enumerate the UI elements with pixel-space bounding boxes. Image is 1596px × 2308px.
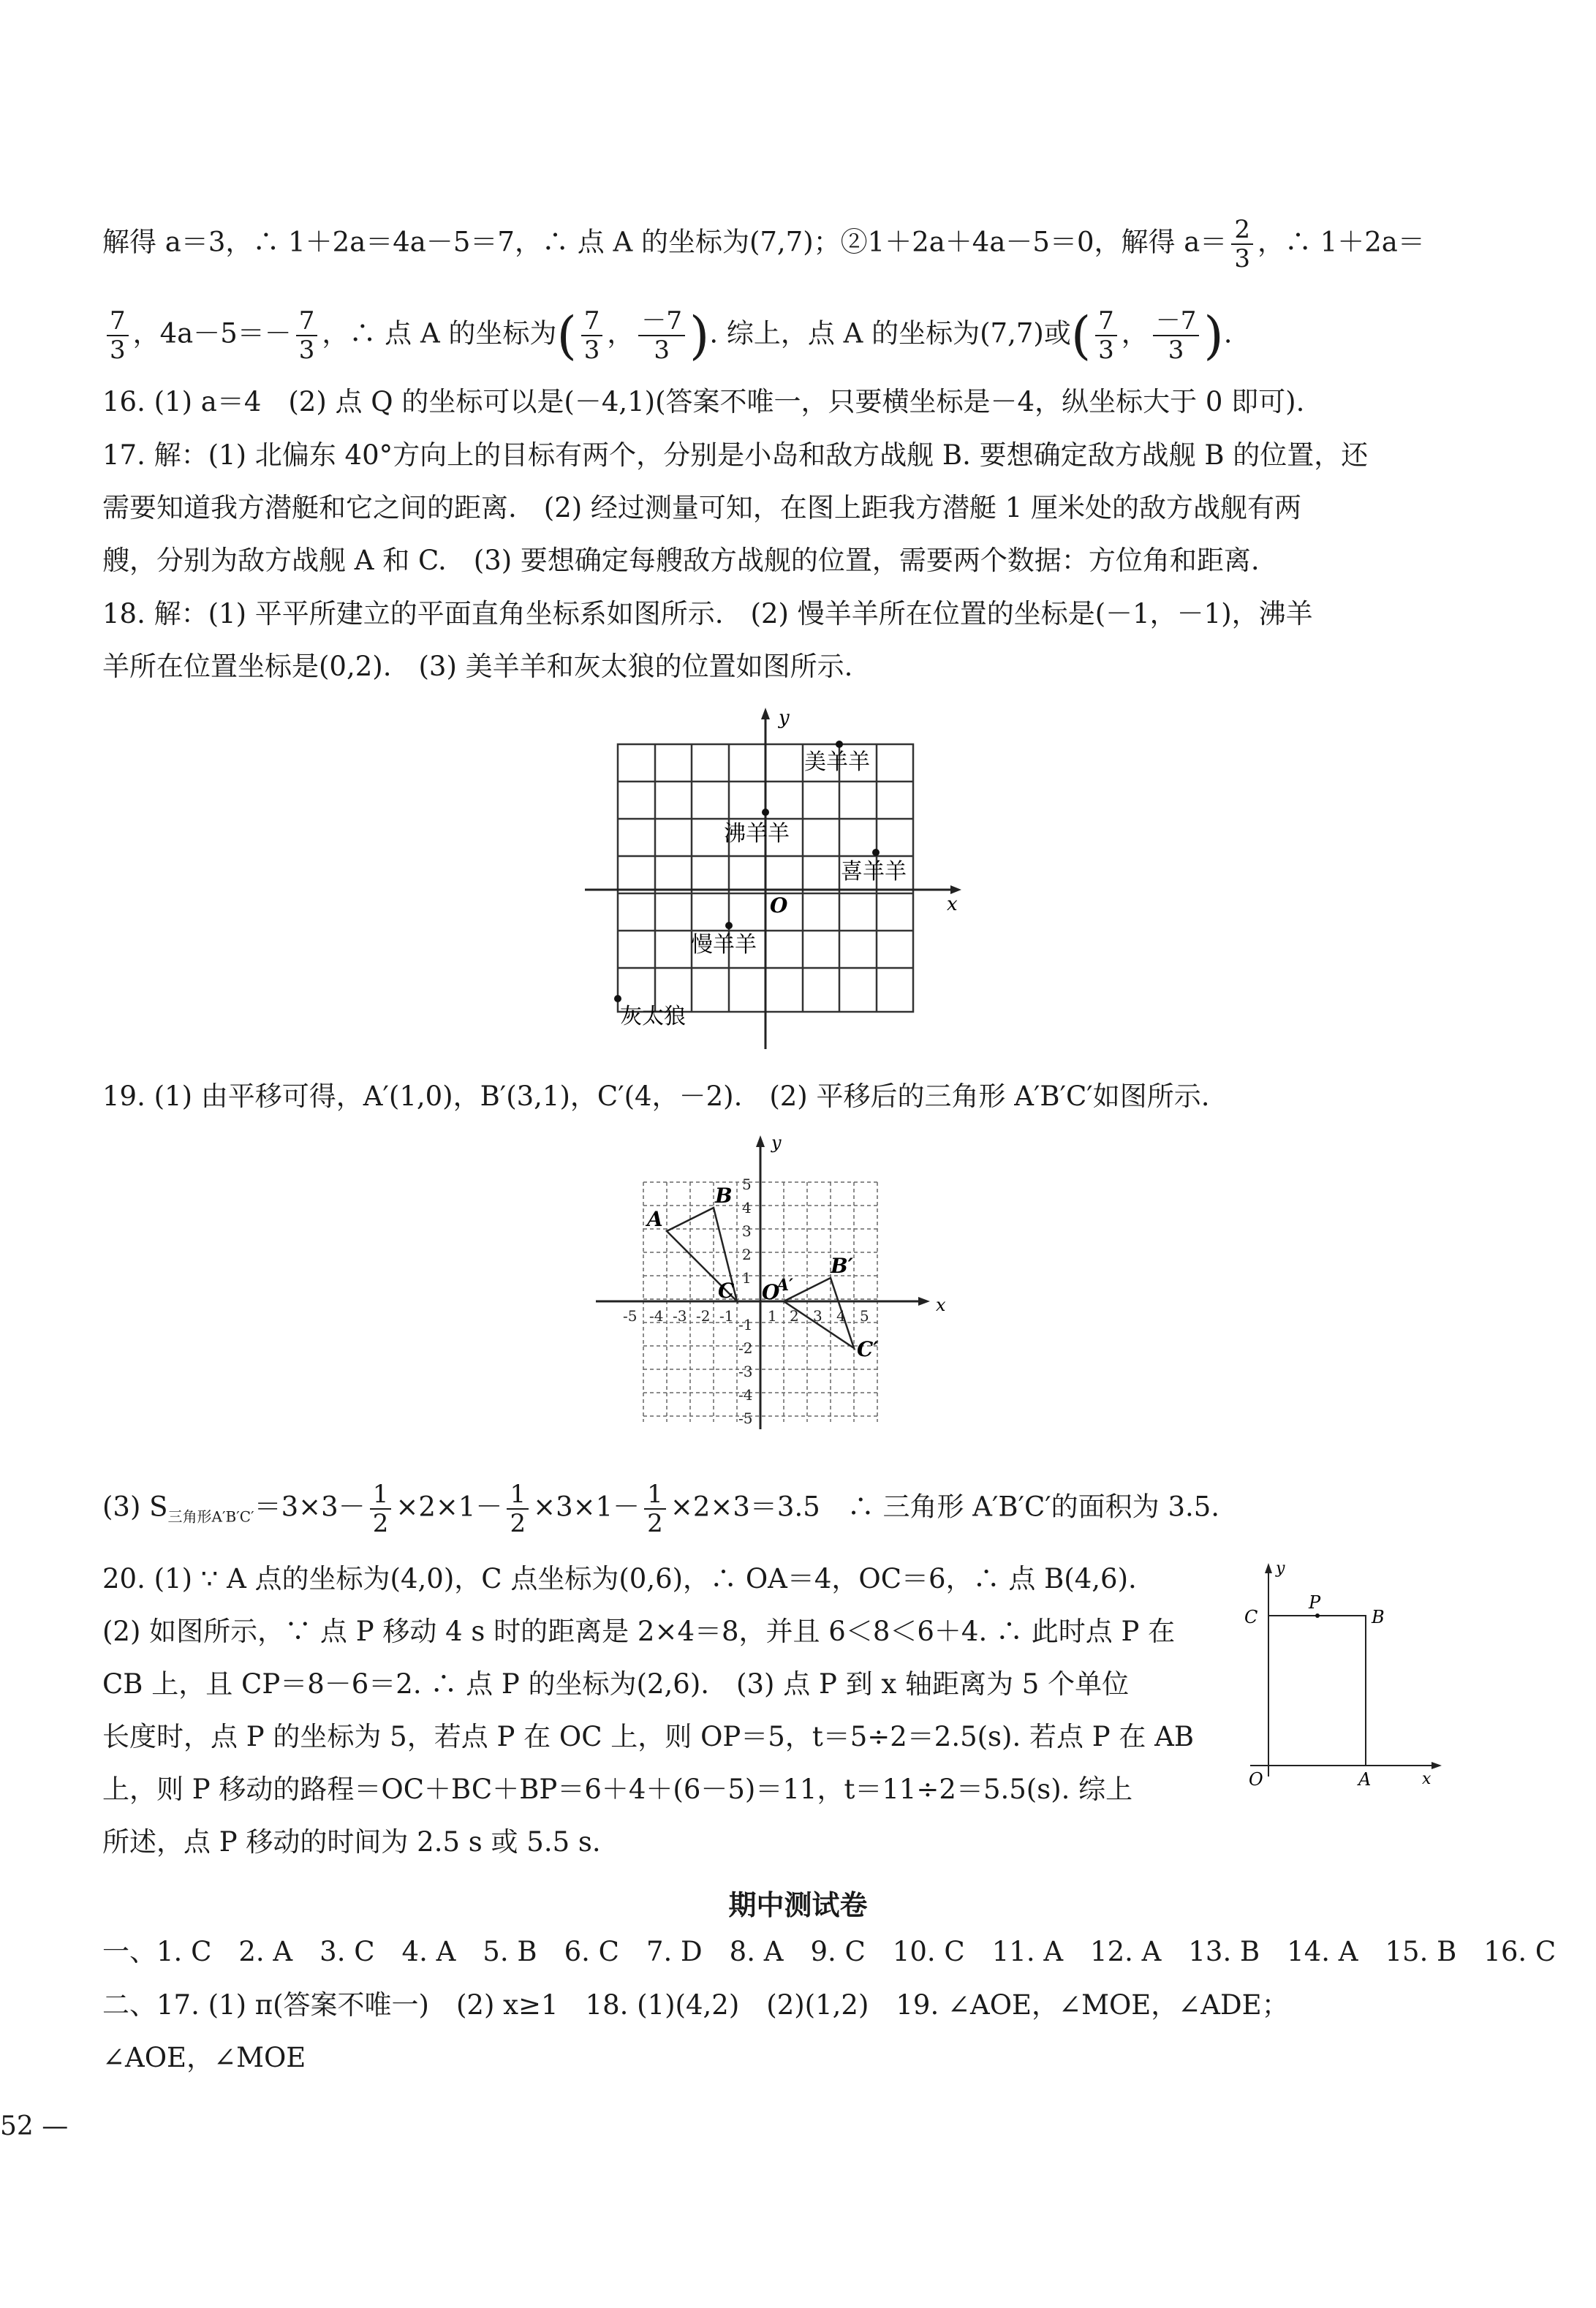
fraction-1-2-c: $\frac{1}{2}$ — [644, 1480, 666, 1537]
answer-20-line-2: (2) 如图所示，∵ 点 P 移动 4 s 时的距离是 2×4＝8，并且 6＜8＜6＋4. ∴ 此时点 P 在 — [102, 1616, 1176, 1647]
midterm-answers-2: 二、17. (1) π(答案不唯一) (2) x≥1 18. (1)(4,2) (2)(1,2) 19. ∠AOE，∠MOE，∠ADE； — [102, 1989, 1289, 2021]
answer-19-area: (3) $S_{三角形A'B'C'}=3\times 3-$ $\frac{1}{2}$ ×2×1－ $\frac{1}{2}$ ×3×1－ $\frac{1}{2}$ ×2×3＝3.5 ∴ 三角形 A′B′C′的面积为 3.5. — [102, 1480, 1220, 1538]
fraction-7-3-d: $\frac{7}{3}$ — [1095, 307, 1117, 364]
y-tick: 3 — [742, 1222, 752, 1240]
line2-text-a: ，4a－5＝－ — [132, 317, 292, 349]
fraction-7-3: $\frac{7}{3}$ — [107, 307, 129, 364]
x-tick: 4 — [836, 1307, 846, 1325]
origin-label: O — [770, 893, 788, 917]
midterm-answers-1: 一、1. C 2. A 3. C 4. A 5. B 6. C 7. D 8. A 9. C 10. C 11. A 12. A 13. B 14. A 15. B 16. C — [102, 1936, 1557, 1967]
answer-line-1 — [102, 216, 1448, 273]
x-tick: -2 — [696, 1307, 711, 1325]
line2-text-b: ，∴ 点 A 的坐标为 — [322, 317, 557, 349]
axis-x-label: x — [936, 1295, 946, 1315]
point-B: B — [715, 1184, 733, 1208]
x-tick: -3 — [673, 1307, 687, 1325]
fig20-C: C — [1244, 1607, 1258, 1627]
answer-17-line-1: 17. 解：(1) 北偏东 40°方向上的目标有两个，分别是小岛和敌方战舰 B. 要想确定敌方战舰 B 的位置，还 — [102, 439, 1369, 471]
y-tick: 2 — [742, 1246, 752, 1263]
y-tick: 1 — [742, 1269, 752, 1287]
y-tick: -1 — [738, 1316, 753, 1333]
answer-16: 16. (1) a＝4 (2) 点 Q 的坐标可以是(－4,1)(答案不唯一，只要横坐标是－4，纵坐标大于 0 即可). — [102, 386, 1305, 417]
line2-text-c: . 综上，点 A 的坐标为(7,7)或 — [709, 317, 1071, 349]
y-tick: -3 — [738, 1363, 753, 1380]
fraction-1-2-b: $\frac{1}{2}$ — [507, 1480, 529, 1537]
figure-18-grid — [578, 702, 987, 1060]
answer-20-line-5: 上，则 P 移动的路程＝OC＋BC＋BP＝6＋4＋(6－5)＝11，t＝11÷2＝5.5(s). 综上 — [102, 1774, 1133, 1805]
answer-19: 19. (1) 由平移可得，A′(1,0)，B′(3,1)，C′(4，－2). (2) 平移后的三角形 A′B′C′如图所示. — [102, 1081, 1210, 1112]
x-tick: 1 — [768, 1307, 777, 1325]
x-tick: 2 — [790, 1307, 799, 1325]
point-C-prime: C′ — [857, 1337, 879, 1361]
fraction-neg7-3: $\frac{-7}{3}$ — [638, 307, 685, 364]
axis-y-label: y — [771, 1132, 782, 1153]
axis-x-label: x — [947, 893, 958, 915]
fraction-neg7-3-b: $\frac{-7}{3}$ — [1153, 307, 1200, 364]
answer-17-line-2: 需要知道我方潜艇和它之间的距离. (2) 经过测量可知，在图上距我方潜艇 1 厘米处的敌方战舰有两 — [102, 492, 1301, 523]
answer-17-line-3: 艘，分别为敌方战舰 A 和 C. (3) 要想确定每艘敌方战舰的位置，需要两个数据：方位角和距离. — [102, 545, 1260, 576]
man-label: 慢羊羊 — [691, 932, 757, 958]
y-tick: -4 — [738, 1386, 753, 1404]
x-tick: 3 — [813, 1307, 822, 1325]
fraction-2-3: $\frac{2}{3}$ — [1231, 216, 1253, 273]
answer-20-line-6: 所述，点 P 移动的时间为 2.5 s 或 5.5 s. — [102, 1826, 601, 1858]
origin-label: O — [762, 1280, 780, 1304]
fig20-y: y — [1276, 1559, 1285, 1578]
fraction-7-3-c: $\frac{7}{3}$ — [581, 307, 603, 364]
line1-text-a: 解得 a＝3，∴ 1＋2a＝4a－5＝7，∴ 点 A 的坐标为(7,7)；②1＋2a＋4a－5＝0，解得 a＝ — [102, 226, 1228, 258]
hui-label: 灰太狼 — [620, 1004, 686, 1029]
figure-20 — [1236, 1557, 1455, 1798]
point-B-prime: B′ — [831, 1254, 854, 1278]
fig20-B: B — [1372, 1607, 1385, 1627]
answer-20-line-3: CB 上，且 CP＝8－6＝2. ∴ 点 P 的坐标为(2,6). (3) 点 P 到 x 轴距离为 5 个单位 — [102, 1668, 1130, 1700]
axis-y-label: y — [779, 707, 790, 729]
line1-text-b: ，∴ 1＋2a＝ — [1257, 226, 1425, 258]
fig20-O: O — [1249, 1769, 1263, 1790]
y-tick: 5 — [742, 1176, 752, 1193]
x-tick: -5 — [623, 1307, 638, 1325]
answer-20-line-1: 20. (1) ∵ A 点的坐标为(4,0)，C 点坐标为(0,6)，∴ OA＝4，OC＝6，∴ 点 B(4,6). — [102, 1563, 1137, 1594]
point-A-prime: A′ — [776, 1276, 793, 1295]
fig20-A: A — [1358, 1769, 1372, 1790]
xi-label: 喜羊羊 — [841, 859, 907, 885]
midterm-answers-3: ∠AOE，∠MOE — [102, 2042, 306, 2073]
fraction-1-2: $\frac{1}{2}$ — [370, 1480, 392, 1537]
y-tick: -2 — [738, 1339, 753, 1357]
fei-label: 沸羊羊 — [724, 821, 790, 847]
figure-19-grid — [592, 1130, 958, 1437]
point-C: C — [718, 1279, 735, 1303]
y-tick: 4 — [742, 1199, 752, 1217]
x-tick: 5 — [860, 1307, 869, 1325]
x-tick: -4 — [649, 1307, 664, 1325]
page-number: 52 — — [0, 2111, 69, 2141]
answer-18-line-1: 18. 解：(1) 平平所建立的平面直角坐标系如图所示. (2) 慢羊羊所在位置的坐标是(－1，－1)，沸羊 — [102, 598, 1313, 629]
midterm-title: 期中测试卷 — [728, 1888, 868, 1921]
mei-label: 美羊羊 — [804, 749, 870, 775]
answer-20-line-4: 长度时，点 P 的坐标为 5，若点 P 在 OC 上，则 OP＝5，t＝5÷2＝2.5(s). 若点 P 在 AB — [102, 1721, 1195, 1752]
fraction-7-3-b: $\frac{7}{3}$ — [296, 307, 318, 364]
fig20-x: x — [1422, 1770, 1432, 1788]
answer-18-line-2: 羊所在位置坐标是(0,2). (3) 美羊羊和灰太狼的位置如图所示. — [102, 651, 853, 682]
y-tick: -5 — [738, 1410, 753, 1427]
fig20-P: P — [1309, 1592, 1321, 1613]
point-A: A — [647, 1207, 663, 1231]
x-tick: -1 — [719, 1307, 734, 1325]
answer-line-2: $\frac{7}{3}$ ，4a－5＝－ $\frac{7}{3}$ ，∴ 点 A 的坐标为( $\frac{7}{3}$ ， $\frac{-7}{3}$ ). 综上，点 A 的坐标为(7,7)或( $\frac{7}{3}$ ， $\frac{-7}{3}$ ). — [102, 307, 1448, 364]
